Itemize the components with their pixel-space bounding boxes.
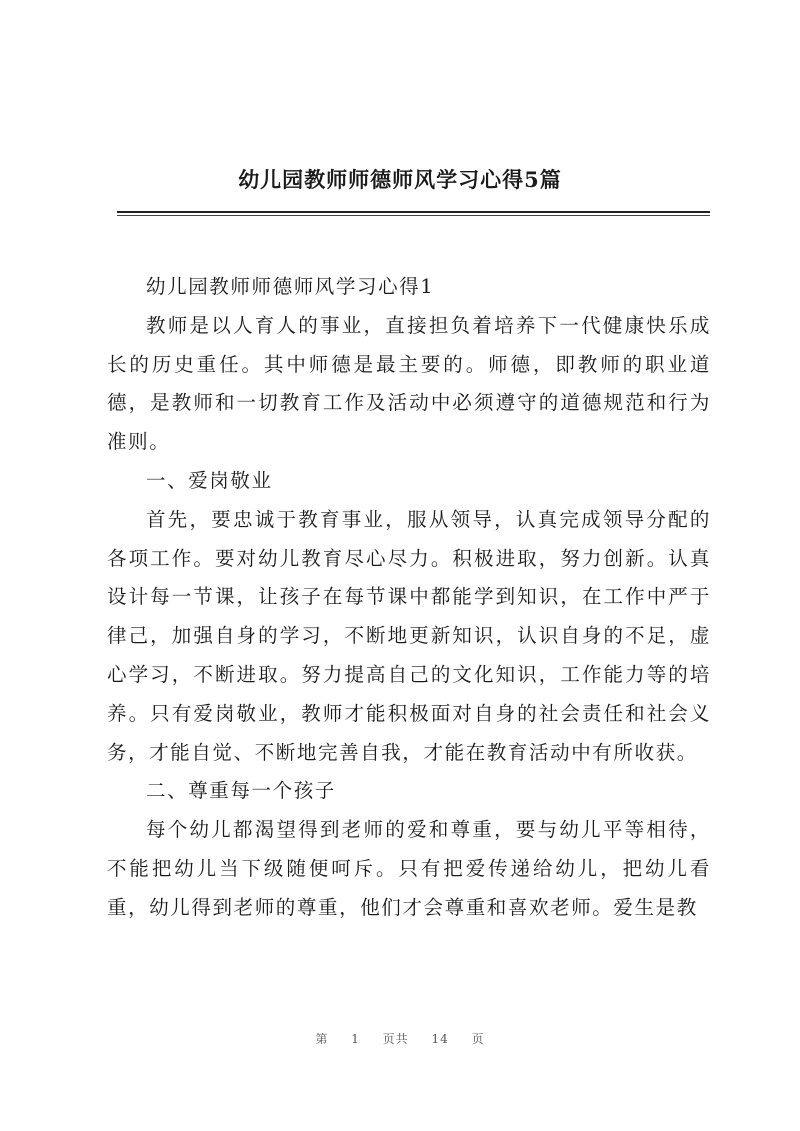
paragraph: 教师是以人育人的事业，直接担负着培养下一代健康快乐成长的历史重任。其中师德是最主要的。师德，即教师的职业道德，是教师和一切教育工作及活动中必须遵守的道德规范和行为准则。 [107,313,711,454]
page-footer [0,1030,800,1047]
paragraph: 首先，要忠诚于教育事业，服从领导，认真完成领导分配的各项工作。要对幼儿教育尽心尽力。积极进取，努力创新。认真设计每一节课，让孩子在每节课中都能学到知识，在工作中严于律己，加强自身的学习，不断地更新知识，认识自身的不足，虚心学习，不断进取。努力提高自己的文化知识，工作能力等的培养。只有爱岗敬业，教师才能积极面对自身的社会责任和社会义务，才能自觉、不断地完善自我，才能在教育活动中有所收获。 [107,507,711,764]
page-label-prefix: 第 [315,1032,329,1046]
title-divider [117,211,710,213]
title-divider-thin [117,215,710,216]
section-heading: 二、尊重每一个孩子 [146,779,336,803]
paragraph: 每个幼儿都渴望得到老师的爱和尊重，要与幼儿平等相待，不能把幼儿当下级随便呵斥。只有把爱传递给幼儿，把幼儿看重，幼儿得到老师的尊重，他们才会尊重和喜欢老师。爱生是教 [107,818,711,919]
page-label-suffix: 页 [471,1032,485,1046]
total-pages-number: 14 [431,1032,449,1046]
section-heading: 一、爱岗敬业 [146,468,273,492]
section-heading: 幼儿园教师师德师风学习心得1 [146,275,435,298]
document-body [107,268,711,928]
current-page-number: 1 [351,1032,360,1046]
page-label-mid: 页共 [382,1032,409,1046]
document-title: 幼儿园教师师德师风学习心得5篇 [238,167,562,192]
